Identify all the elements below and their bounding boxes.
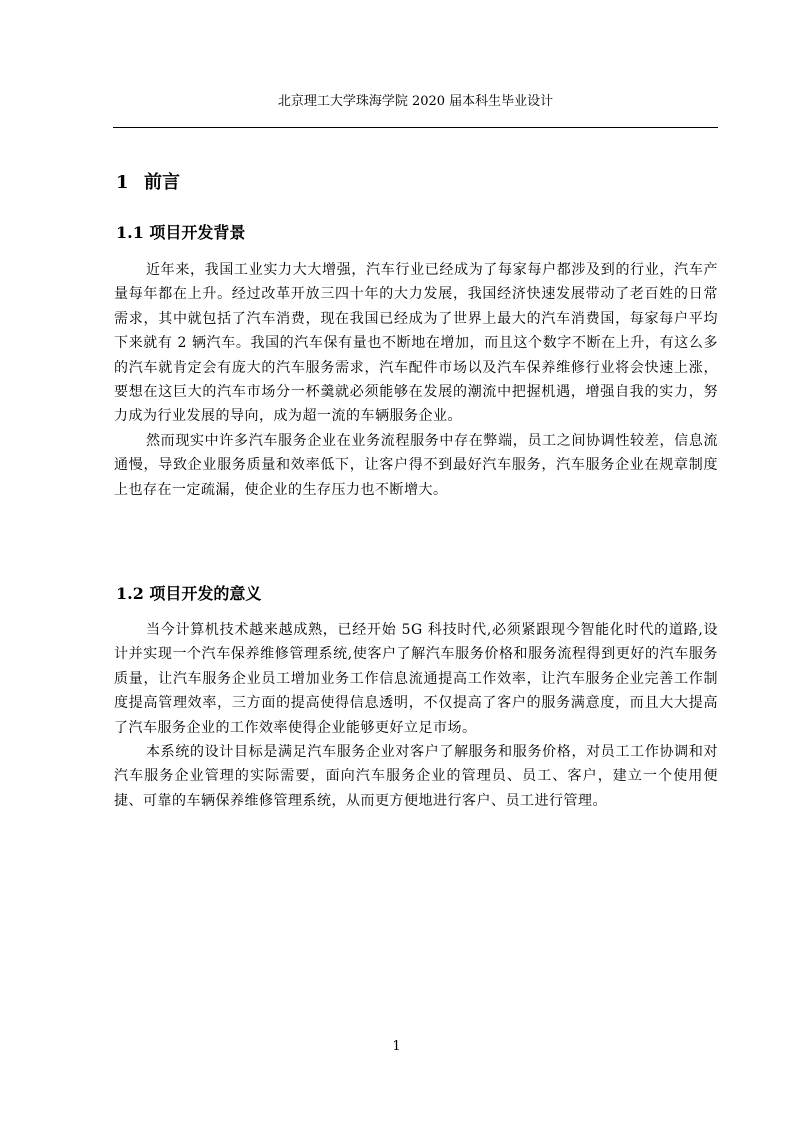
page-number: 1 <box>392 1039 401 1054</box>
paragraph: 然而现实中许多汽车服务企业在业务流程服务中存在弊端，员工之间协调性较差，信息流通慢，导致企业服务质量和效率低下，让客户得不到最好汽车服务，汽车服务企业在规章制度上也存在一定疏漏，使企业的生存压力也不断增大。 <box>114 432 718 498</box>
section-heading-significance: 1.2 项目开发的意义 <box>116 584 262 603</box>
chapter-title: 前言 <box>144 172 180 193</box>
chapter-number: 1 <box>116 172 129 193</box>
header-divider <box>113 127 718 128</box>
chapter-heading <box>116 171 180 195</box>
paragraph: 近年来，我国工业实力大大增强，汽车行业已经成为了每家每户都涉及到的行业，汽车产量每年都在上升。经过改革开放三四十年的大力发展，我国经济快速发展带动了老百姓的日常需求，其中就包括了汽车消费，现在我国已经成为了世界上最大的汽车消费国，每家每户平均下来就有 2 辆汽车。我国的汽车保有量也不断地在增加，而且这个数字不断在上升，有这么多的汽车就肯定会有庞大的汽车服务需求，汽车配件市场以及汽车保养维修行业将会快速上涨，要想在这巨大的汽车市场分一杯羹就必须能够在发展的潮流中把握机遇，增强自我的实力，努力成为行业发展的导向，成为超一流的车辆服务企业。 <box>114 262 718 425</box>
section-body-significance <box>114 618 718 813</box>
paragraph: 当今计算机技术越来越成熟，已经开始 5G 科技时代,必须紧跟现今智能化时代的道路,设计并实现一个汽车保养维修管理系统,使客户了解汽车服务价格和服务流程得到更好的汽车服务质量，让汽车服务企业员工增加业务工作信息流通提高工作效率，让汽车服务企业完善工作制度提高管理效率，三方面的提高使得信息透明，不仅提高了客户的服务满意度，而且大大提高了汽车服务企业的工作效率使得企业能够更好立足市场。 <box>114 622 718 736</box>
section-body-background <box>114 258 718 502</box>
paragraph: 本系统的设计目标是满足汽车服务企业对客户了解服务和服务价格，对员工工作协调和对汽车服务企业管理的实际需要，面向汽车服务企业的管理员、员工、客户，建立一个使用便捷、可靠的车辆保养维修管理系统，从而更方便地进行客户、员工进行管理。 <box>114 744 718 809</box>
section-heading-background: 1.1 项目开发背景 <box>116 223 246 242</box>
running-header: 北京理工大学珠海学院 2020 届本科生毕业设计 <box>277 94 554 109</box>
